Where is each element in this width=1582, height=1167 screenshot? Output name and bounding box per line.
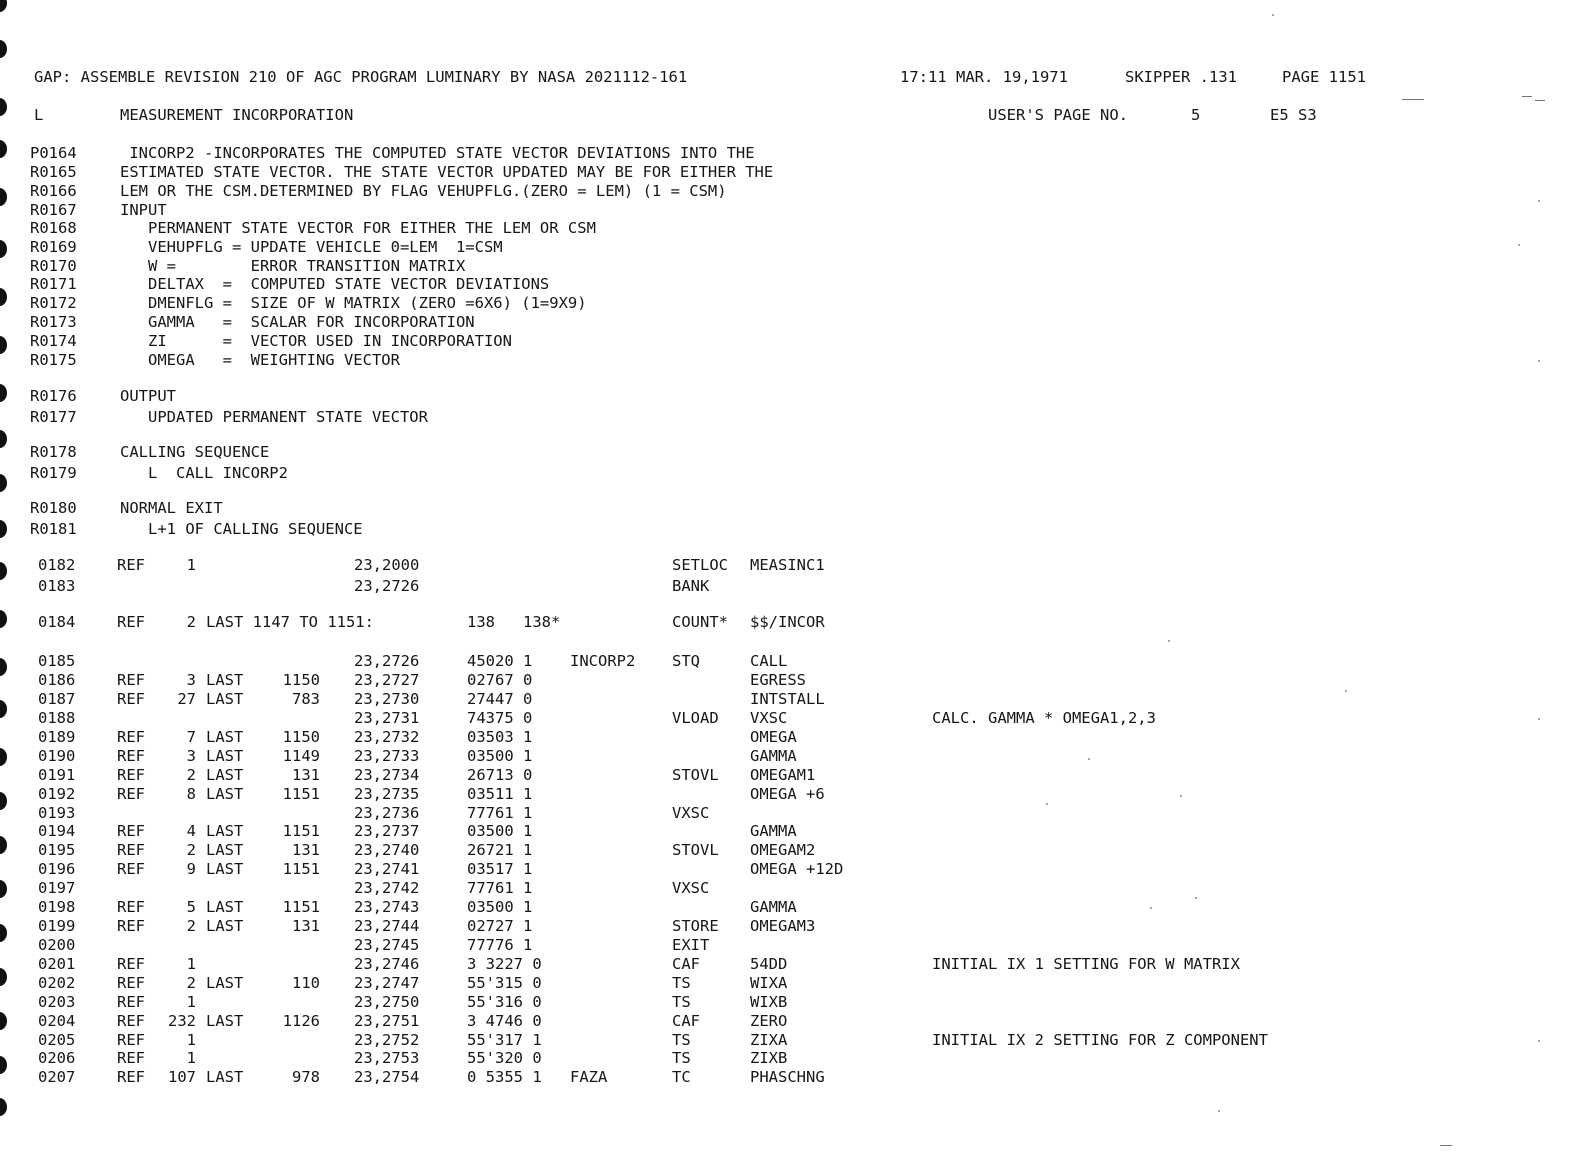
octal-word: 3 4746 0	[467, 1012, 542, 1030]
line-number: R0175	[30, 351, 77, 369]
remark-text: ESTIMATED STATE VECTOR. THE STATE VECTOR UPDATED MAY BE FOR EITHER THE	[120, 163, 774, 181]
operand: OMEGA +6	[750, 785, 825, 803]
remark-text: PERMANENT STATE VECTOR FOR EITHER THE LEM OR CSM	[120, 219, 596, 237]
address: 23,2753	[354, 1049, 420, 1067]
line-number: R0176	[30, 387, 77, 405]
remark-text: NORMAL EXIT	[120, 499, 223, 517]
last-page: 131	[292, 841, 320, 859]
last-ref: LAST	[206, 860, 244, 878]
last-ref: LAST	[206, 822, 244, 840]
line-number: 0196	[38, 860, 76, 878]
scan-mark	[1440, 1145, 1452, 1146]
address: 23,2750	[354, 993, 420, 1011]
line-number: 0200	[38, 936, 76, 954]
last-ref: LAST	[206, 766, 244, 784]
scan-speck	[1195, 897, 1197, 899]
listing-subheader	[0, 105, 1317, 125]
address: 23,2741	[354, 860, 420, 878]
punch-hole	[0, 430, 7, 448]
address: 23,2751	[354, 1012, 420, 1030]
punch-hole	[0, 700, 7, 718]
address: 23,2742	[354, 879, 420, 897]
line-number: R0177	[30, 408, 77, 426]
opcode: COUNT*	[672, 613, 728, 631]
address: 23,2726	[354, 577, 420, 595]
opcode: STOVL	[672, 766, 719, 784]
line-number: R0168	[30, 219, 77, 237]
octal-word: 03500 1	[467, 822, 533, 840]
ref-keyword: REF	[117, 917, 145, 935]
octal-word: 02767 0	[467, 671, 533, 689]
symbol-label: INCORP2	[570, 652, 636, 670]
octal-word: 03511 1	[467, 785, 533, 803]
line-number: 0191	[38, 766, 76, 784]
header-skipper: SKIPPER .131	[1125, 68, 1237, 86]
ref-keyword: REF	[117, 556, 145, 574]
ref-count: 7	[186, 728, 196, 746]
operand: WIXA	[750, 974, 788, 992]
octal-word: 03503 1	[467, 728, 533, 746]
ref-count: 27	[177, 690, 196, 708]
punch-hole	[0, 40, 7, 58]
opcode: SETLOC	[672, 556, 728, 574]
line-number: 0203	[38, 993, 76, 1011]
octal-word: 45020 1	[467, 652, 533, 670]
line-number: 0189	[38, 728, 76, 746]
operand: MEASINC1	[750, 556, 825, 574]
opcode: VLOAD	[672, 709, 719, 727]
line-number: 0199	[38, 917, 76, 935]
line-number: 0207	[38, 1068, 76, 1086]
ref-keyword: REF	[117, 860, 145, 878]
punch-hole	[0, 748, 7, 766]
remark-text: W = ERROR TRANSITION MATRIX	[120, 257, 466, 275]
line-number: 0197	[38, 879, 76, 897]
last-page: 1151	[282, 785, 320, 803]
remark-text: L+1 OF CALLING SEQUENCE	[120, 520, 363, 538]
remark-text: VEHUPFLG = UPDATE VEHICLE 0=LEM 1=CSM	[120, 238, 503, 256]
ref-keyword: REF	[117, 766, 145, 784]
last-ref: LAST	[206, 671, 244, 689]
address: 23,2735	[354, 785, 420, 803]
opcode: TS	[672, 974, 691, 992]
ref-keyword: REF	[117, 993, 145, 1011]
ref-count: 232	[168, 1012, 196, 1030]
last-ref: LAST	[206, 785, 244, 803]
ref-count: 8	[186, 785, 196, 803]
ref-count: 4	[186, 822, 196, 840]
opcode: TS	[672, 993, 691, 1011]
scan-mark	[1402, 99, 1424, 100]
address: 23,2727	[354, 671, 420, 689]
punch-hole	[0, 0, 7, 12]
ref-count: 107	[168, 1068, 196, 1086]
punch-hole	[0, 288, 7, 306]
operand: OMEGAM2	[750, 841, 816, 859]
scan-speck	[1538, 200, 1540, 202]
last-ref: LAST	[206, 898, 244, 916]
line-number: 0198	[38, 898, 76, 916]
operand: ZIXB	[750, 1049, 788, 1067]
octal-word: 74375 0	[467, 709, 533, 727]
last-page: 131	[292, 766, 320, 784]
operand: 54DD	[750, 955, 788, 973]
punch-hole	[0, 792, 7, 810]
last-page: 1149	[282, 747, 320, 765]
users-page-label: USER'S PAGE NO.	[988, 106, 1128, 124]
line-number: R0165	[30, 163, 77, 181]
punch-hole	[0, 384, 7, 402]
ref-keyword: REF	[117, 1031, 145, 1049]
scan-speck	[1538, 718, 1540, 720]
operand: $$/INCOR	[750, 613, 825, 631]
ref-count: 1	[186, 955, 196, 973]
ref-keyword: REF	[117, 955, 145, 973]
ref-keyword: REF	[117, 841, 145, 859]
ref-count: 1	[186, 1031, 196, 1049]
remark-text: UPDATED PERMANENT STATE VECTOR	[120, 408, 428, 426]
address: 23,2734	[354, 766, 420, 784]
opcode: TS	[672, 1031, 691, 1049]
header-date: 17:11 MAR. 19,1971	[900, 68, 1068, 86]
opcode: CAF	[672, 1012, 700, 1030]
operand: INTSTALL	[750, 690, 825, 708]
octal-word: 77776 1	[467, 936, 533, 954]
address: 23,2737	[354, 822, 420, 840]
last-page: 110	[292, 974, 320, 992]
operand: CALL	[750, 652, 788, 670]
ref-keyword: REF	[117, 1049, 145, 1067]
operand: GAMMA	[750, 898, 797, 916]
punch-hole	[0, 520, 7, 538]
subheader-label: L	[34, 106, 44, 124]
ref-keyword: REF	[117, 671, 145, 689]
ref-count: 2	[186, 766, 196, 784]
punch-hole	[0, 836, 7, 854]
scan-speck	[1180, 795, 1182, 797]
remark-text: INCORP2 -INCORPORATES THE COMPUTED STATE VECTOR DEVIATIONS INTO THE	[120, 144, 755, 162]
last-ref: LAST	[206, 1068, 244, 1086]
punch-hole	[0, 1056, 7, 1074]
punch-hole	[0, 240, 7, 258]
punch-hole	[0, 1012, 7, 1030]
punch-hole	[0, 1098, 7, 1116]
ref-count: 3	[186, 747, 196, 765]
ref-keyword: REF	[117, 785, 145, 803]
scan-speck	[1345, 690, 1347, 692]
remark-text: OUTPUT	[120, 387, 176, 405]
last-ref: LAST	[206, 728, 244, 746]
operand: OMEGAM3	[750, 917, 816, 935]
remark-text: INPUT	[120, 201, 167, 219]
operand: ZIXA	[750, 1031, 788, 1049]
octal-word: 0 5355 1	[467, 1068, 542, 1086]
remark-text: DMENFLG = SIZE OF W MATRIX (ZERO =6X6) (1=9X9)	[120, 294, 587, 312]
octal-word: 27447 0	[467, 690, 533, 708]
operand: PHASCHNG	[750, 1068, 825, 1086]
octal-word: 77761 1	[467, 879, 533, 897]
operand: ZERO	[750, 1012, 788, 1030]
comment: INITIAL IX 1 SETTING FOR W MATRIX	[932, 955, 1240, 973]
ref-keyword: REF	[117, 728, 145, 746]
address: 23,2744	[354, 917, 420, 935]
address: 23,2740	[354, 841, 420, 859]
subheader-title: MEASUREMENT INCORPORATION	[120, 106, 354, 124]
octal-word: 55'320 0	[467, 1049, 542, 1067]
scan-speck	[1272, 14, 1274, 16]
octal-word: 77761 1	[467, 804, 533, 822]
scan-mark	[1535, 100, 1545, 101]
operand: GAMMA	[750, 747, 797, 765]
punch-hole	[0, 968, 7, 986]
comment: CALC. GAMMA * OMEGA1,2,3	[932, 709, 1156, 727]
scan-speck	[1538, 1040, 1540, 1042]
subheader-code: E5 S3	[1270, 106, 1317, 124]
ref-count: 1	[186, 556, 196, 574]
punch-hole	[0, 880, 7, 898]
address: 23,2747	[354, 974, 420, 992]
last-ref: LAST	[206, 841, 244, 859]
line-number: R0174	[30, 332, 77, 350]
octal-word: 26713 0	[467, 766, 533, 784]
last-page: 1150	[282, 671, 320, 689]
last-page: 1150	[282, 728, 320, 746]
ref-count: 1	[186, 993, 196, 1011]
last-page: 1151	[282, 860, 320, 878]
last-ref: LAST	[206, 917, 244, 935]
line-number: P0164	[30, 144, 77, 162]
ref-count: 9	[186, 860, 196, 878]
last-page: 783	[292, 690, 320, 708]
octal-word: 03517 1	[467, 860, 533, 878]
line-number: 0187	[38, 690, 76, 708]
address: 23,2730	[354, 690, 420, 708]
header-page: PAGE 1151	[1282, 68, 1366, 86]
punch-hole	[0, 562, 7, 580]
remark-text: OMEGA = WEIGHTING VECTOR	[120, 351, 400, 369]
line-number: R0167	[30, 201, 77, 219]
line-number: R0178	[30, 443, 77, 461]
line-number: 0186	[38, 671, 76, 689]
opcode: BANK	[672, 577, 710, 595]
ref-keyword: REF	[117, 898, 145, 916]
last-ref: LAST	[206, 690, 244, 708]
octal-word: 3 3227 0	[467, 955, 542, 973]
octal-word: 138 138*	[467, 613, 561, 631]
opcode: STORE	[672, 917, 719, 935]
remark-text: GAMMA = SCALAR FOR INCORPORATION	[120, 313, 475, 331]
line-number: 0190	[38, 747, 76, 765]
line-number: 0183	[38, 577, 76, 595]
line-number: 0195	[38, 841, 76, 859]
opcode: VXSC	[672, 804, 710, 822]
octal-word: 02727 1	[467, 917, 533, 935]
scan-speck	[1168, 640, 1170, 642]
last-ref: LAST	[206, 747, 244, 765]
remark-text: DELTAX = COMPUTED STATE VECTOR DEVIATIONS	[120, 275, 550, 293]
opcode: TS	[672, 1049, 691, 1067]
opcode: EXIT	[672, 936, 710, 954]
address: 23,2000	[354, 556, 420, 574]
ref-count: 2	[186, 917, 196, 935]
address: 23,2754	[354, 1068, 420, 1086]
address: 23,2743	[354, 898, 420, 916]
address: 23,2726	[354, 652, 420, 670]
line-number: 0185	[38, 652, 76, 670]
line-number: 0201	[38, 955, 76, 973]
ref-keyword: REF	[117, 1012, 145, 1030]
scan-speck	[1538, 360, 1540, 362]
operand: EGRESS	[750, 671, 806, 689]
header-program: GAP: ASSEMBLE REVISION 210 OF AGC PROGRAM LUMINARY BY NASA 2021112-161	[34, 68, 688, 86]
operand: OMEGA	[750, 728, 797, 746]
operand: OMEGA +12D	[750, 860, 844, 878]
last-page: 1151	[282, 898, 320, 916]
ref-count: 3	[186, 671, 196, 689]
opcode: TC	[672, 1068, 691, 1086]
operand: OMEGAM1	[750, 766, 816, 784]
octal-word: 55'315 0	[467, 974, 542, 992]
line-number: R0169	[30, 238, 77, 256]
ref-count: 2	[186, 974, 196, 992]
operand: GAMMA	[750, 822, 797, 840]
ref-keyword: REF	[117, 974, 145, 992]
line-number: 0194	[38, 822, 76, 840]
address: 23,2752	[354, 1031, 420, 1049]
line-number: 0204	[38, 1012, 76, 1030]
remark-text: CALLING SEQUENCE	[120, 443, 270, 461]
address: 23,2745	[354, 936, 420, 954]
last-page: 978	[292, 1068, 320, 1086]
scan-mark	[1522, 96, 1532, 97]
comment: INITIAL IX 2 SETTING FOR Z COMPONENT	[932, 1031, 1268, 1049]
address: 23,2736	[354, 804, 420, 822]
punch-hole	[0, 924, 7, 942]
last-ref: LAST	[206, 1012, 244, 1030]
line-number: R0171	[30, 275, 77, 293]
line-number: 0205	[38, 1031, 76, 1049]
line-number: 0202	[38, 974, 76, 992]
ref-keyword: REF	[117, 1068, 145, 1086]
line-number: 0192	[38, 785, 76, 803]
line-number: 0182	[38, 556, 76, 574]
line-number: 0193	[38, 804, 76, 822]
ref-keyword: REF	[117, 690, 145, 708]
octal-word: 26721 1	[467, 841, 533, 859]
ref-count: 5	[186, 898, 196, 916]
last-ref: LAST 1147 TO 1151:	[206, 613, 374, 631]
operand: WIXB	[750, 993, 788, 1011]
line-number: R0179	[30, 464, 77, 482]
last-page: 131	[292, 917, 320, 935]
scan-speck	[1046, 803, 1048, 805]
opcode: CAF	[672, 955, 700, 973]
octal-word: 55'317 1	[467, 1031, 542, 1049]
opcode: STQ	[672, 652, 700, 670]
ref-count: 2	[186, 613, 196, 631]
last-ref: LAST	[206, 974, 244, 992]
line-number: R0172	[30, 294, 77, 312]
remark-text: ZI = VECTOR USED IN INCORPORATION	[120, 332, 512, 350]
scan-speck	[1218, 1110, 1220, 1112]
remark-text: L CALL INCORP2	[120, 464, 288, 482]
remark-text: LEM OR THE CSM.DETERMINED BY FLAG VEHUPFLG.(ZERO = LEM) (1 = CSM)	[120, 182, 727, 200]
line-number: R0173	[30, 313, 77, 331]
address: 23,2746	[354, 955, 420, 973]
octal-word: 03500 1	[467, 747, 533, 765]
punch-hole	[0, 610, 7, 628]
ref-keyword: REF	[117, 822, 145, 840]
scan-speck	[1518, 244, 1520, 246]
address: 23,2732	[354, 728, 420, 746]
scan-speck	[1150, 907, 1152, 909]
ref-keyword: REF	[117, 747, 145, 765]
line-number: 0184	[38, 613, 76, 631]
last-page: 1126	[282, 1012, 320, 1030]
symbol-label: FAZA	[570, 1068, 608, 1086]
octal-word: 03500 1	[467, 898, 533, 916]
punch-hole	[0, 474, 7, 492]
ref-keyword: REF	[117, 613, 145, 631]
listing-header	[0, 67, 1366, 87]
line-number: 0206	[38, 1049, 76, 1067]
address: 23,2731	[354, 709, 420, 727]
line-number: R0166	[30, 182, 77, 200]
punch-hole	[0, 336, 7, 354]
opcode: VXSC	[672, 879, 710, 897]
line-number: R0170	[30, 257, 77, 275]
last-page: 1151	[282, 822, 320, 840]
scan-speck	[1088, 758, 1090, 760]
line-number: R0180	[30, 499, 77, 517]
opcode: STOVL	[672, 841, 719, 859]
address: 23,2733	[354, 747, 420, 765]
operand: VXSC	[750, 709, 788, 727]
ref-count: 2	[186, 841, 196, 859]
ref-count: 1	[186, 1049, 196, 1067]
line-number: R0181	[30, 520, 77, 538]
users-page-number: 5	[1191, 106, 1201, 124]
punch-hole	[0, 658, 7, 676]
octal-word: 55'316 0	[467, 993, 542, 1011]
line-number: 0188	[38, 709, 76, 727]
